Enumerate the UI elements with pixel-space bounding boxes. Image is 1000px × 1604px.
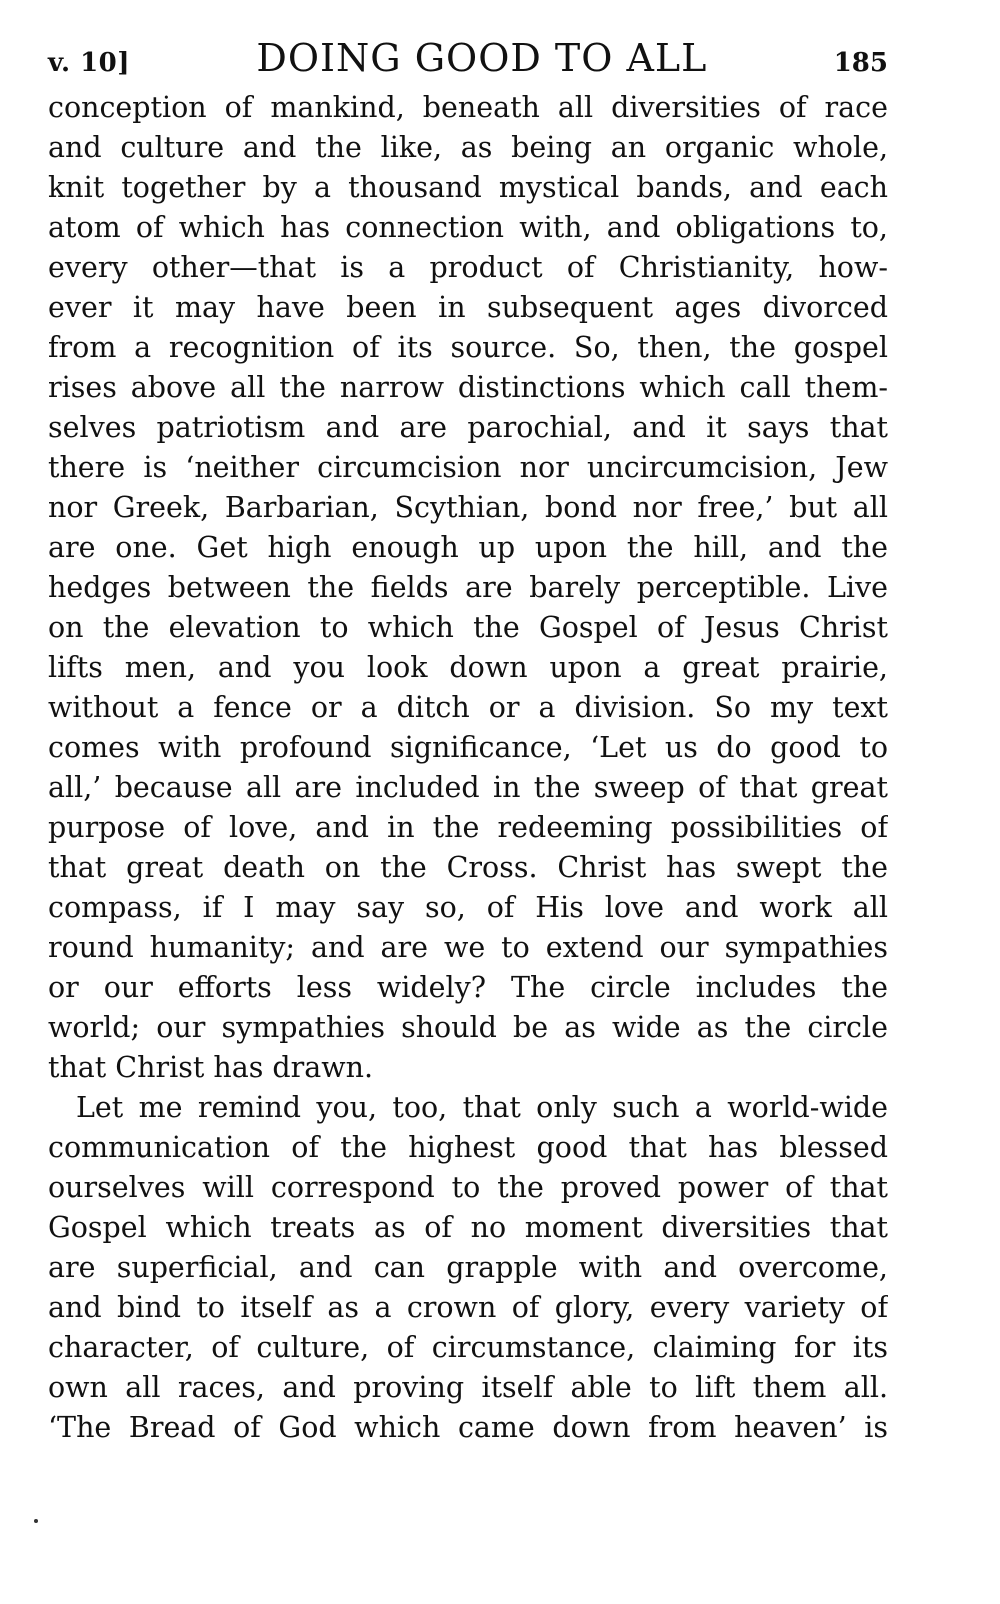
text-line: communication of the highest good that has blessed: [48, 1131, 888, 1164]
text-line: on the elevation to which the Gospel of Jesus Christ: [48, 611, 888, 644]
text-line: round humanity; and are we to extend our sympathies: [48, 931, 888, 964]
text-line: from a recognition of its source. So, then, the gospel: [48, 331, 888, 364]
text-line: Let me remind you, too, that only such a world-wide: [76, 1091, 888, 1124]
text-line: nor Greek, Barbarian, Scythian, bond nor free,’ but all: [48, 491, 888, 524]
text-line: hedges between the fields are barely perceptible. Live: [48, 571, 888, 604]
text-line: that great death on the Cross. Christ has swept the: [48, 851, 888, 884]
page-number: 185: [833, 48, 888, 78]
book-page: [48, 36, 888, 1448]
text-line: character, of culture, of circumstance, claiming for its: [48, 1331, 888, 1364]
running-header: [48, 36, 888, 88]
text-line: all,’ because all are included in the sweep of that great: [48, 771, 888, 804]
paragraph-1: [48, 88, 888, 1088]
text-line: that Christ has drawn.: [48, 1051, 374, 1084]
text-line: ourselves will correspond to the proved power of that: [48, 1171, 888, 1204]
text-line: ‘The Bread of God which came down from heaven’ is: [48, 1411, 888, 1444]
text-line: compass, if I may say so, of His love and work all: [48, 891, 888, 924]
text-line: lifts men, and you look down upon a great prairie,: [48, 651, 888, 684]
text-line: Gospel which treats as of no moment diversities that: [48, 1211, 888, 1244]
text-line: world; our sympathies should be as wide as the circle: [48, 1011, 888, 1044]
text-line: are one. Get high enough up upon the hill, and the: [48, 531, 888, 564]
running-title: DOING GOOD TO ALL: [256, 36, 708, 80]
text-line: there is ‘neither circumcision nor uncircumcision, Jew: [48, 451, 888, 484]
text-line: own all races, and proving itself able to lift them all.: [48, 1371, 888, 1404]
text-line: atom of which has connection with, and obligations to,: [48, 211, 888, 244]
text-line: knit together by a thousand mystical bands, and each: [48, 171, 888, 204]
text-line: and bind to itself as a crown of glory, every variety of: [48, 1291, 888, 1324]
text-line: ever it may have been in subsequent ages divorced: [48, 291, 888, 324]
text-line: every other—that is a product of Christianity, how-: [48, 251, 888, 284]
text-line: are superficial, and can grapple with and overcome,: [48, 1251, 888, 1284]
text-line: or our efforts less widely? The circle includes the: [48, 971, 888, 1004]
text-line: without a fence or a ditch or a division. So my text: [48, 691, 888, 724]
text-line: conception of mankind, beneath all diversities of race: [48, 91, 888, 124]
text-line: rises above all the narrow distinctions which call them-: [48, 371, 888, 404]
paragraph-2: [48, 1088, 888, 1448]
verse-reference: v. 10]: [48, 48, 131, 78]
text-line: and culture and the like, as being an organic whole,: [48, 131, 888, 164]
text-line: purpose of love, and in the redeeming possibilities of: [48, 811, 888, 844]
text-line: selves patriotism and are parochial, and it says that: [48, 411, 888, 444]
print-speck: [34, 1519, 38, 1523]
text-line: comes with profound significance, ‘Let us do good to: [48, 731, 888, 764]
